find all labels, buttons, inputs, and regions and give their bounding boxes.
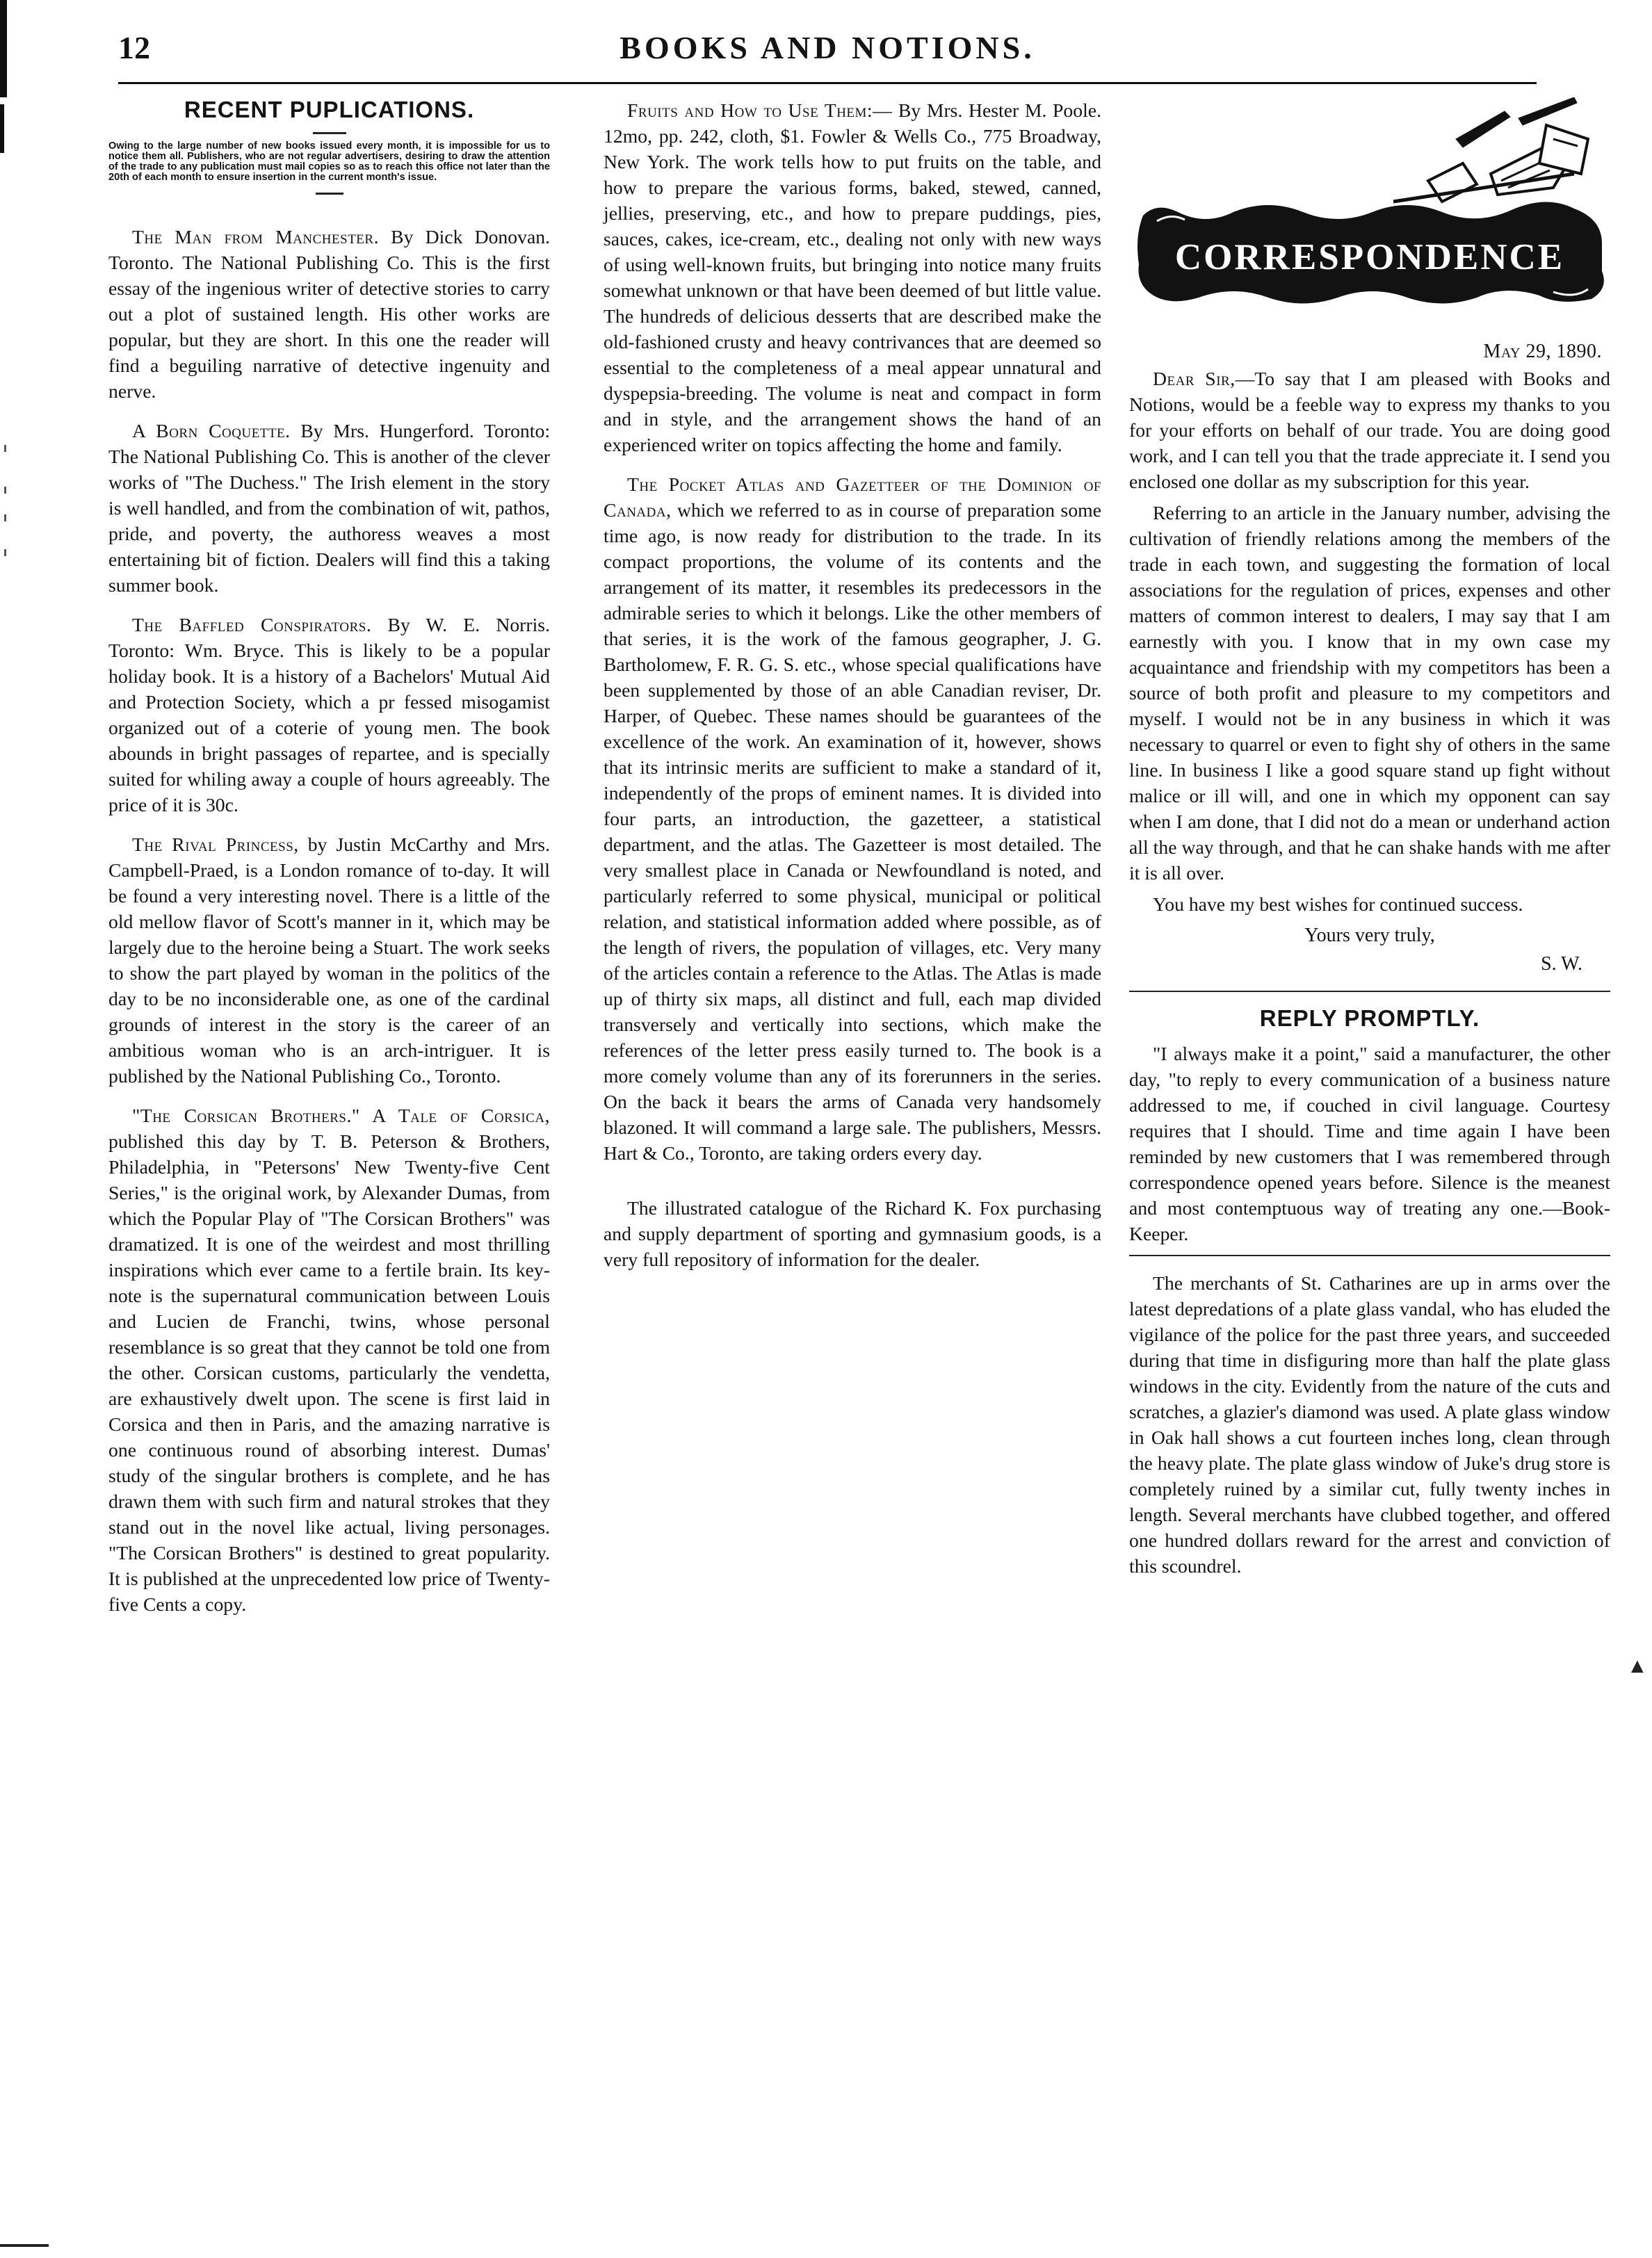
publishers-notice: Owing to the large number of new books issued every month, it is impossible for us to notice them all. Publishers, who are not regular advertisers, desiring to draw the attention of the trade to any publication must mail copies so as to reach this office not later than the 20th of each month to ensure insertion in the current month's issue.	[108, 140, 550, 184]
reply-promptly-text: "I always make it a point," said a manufacturer, the other day, "to reply to every communication of a business nature addressed to me, if couched in civil language. Courtesy requires that I should. Time and time again I have been reminded by new customers that I was remembered through correspondence opened years before. Silence is the meanest and most contemptuous way of treating any one.—Book-Keeper.	[1129, 1043, 1610, 1245]
reply-promptly-title: REPLY PROMPTLY.	[1259, 1005, 1480, 1031]
review-title: Fruits and How to Use Them:—	[627, 99, 893, 121]
catalogue-note: The illustrated catalogue of the Richard K. Fox purchasing and supply department of sporting and gymnasium goods, is a very full repository of information for the dealer.	[604, 1197, 1101, 1270]
binding-edge-mark	[0, 104, 4, 153]
review-title: The Pocket Atlas and Gazetteer of the Dominion of Canada,	[604, 473, 1101, 521]
letter-closing: Yours very truly,	[1304, 925, 1435, 946]
review-corsican-brothers	[108, 1103, 550, 1617]
review-man-from-manchester	[108, 224, 550, 404]
review-title: The Man from Manchester.	[132, 226, 380, 248]
review-baffled-conspirators	[108, 612, 550, 818]
review-text: published this day by T. B. Peterson & Brothers, Philadelphia, in "Petersons' New Twenty-five Cent Series," is the original work, by Alexander Dumas, from which the Popular Play of "The Corsican Brothers" was dramatized. It is one of the weirdest and most thrilling inspirations which ever came to a fertile brain. Its key-note is the supernatural communication between Louis and Lucien de Franchi, twins, whose personal resemblance is so great that they cannot be told one from the other. Corsican customs, particularly the vendetta, are exhaustively dwelt upon. The scene is first laid in Corsica and then in Paris, and the amazing narrative is one continuous round of absorbing interest. Dumas' study of the singular brothers is complete, and he has drawn them with such firm and natural strokes that they stand out in the novel like actual, living personages. "The Corsican Brothers" is destined to great popularity. It is published at the unprecedented low price of Twenty-five Cents a copy.	[108, 1130, 550, 1616]
review-text: by Justin McCarthy and Mrs. Campbell-Praed, is a London romance of to-day. It will be found a very interesting novel. There is a little of the old mellow flavor of Scott's manner in it, which may be largely due to the heroine being a Stuart. The work seeks to show the part played by woman in the politics of the day to be no inconsiderable one, as one of the cardinal grounds of interest in the story is the career of an ambitious woman who is an arch-intriguer. It is published by the National Publishing Co., Toronto.	[108, 834, 550, 1087]
column-left	[108, 97, 550, 1623]
letter-paragraph-2: Referring to an article in the January number, advising the cultivation of friendly relations among the members of the trade in each town, and suggesting the formation of local associations for the regulation of prices, expenses and other matters of common interest to dealers, I may say that I am earnestly with you. I know that in my own case my acquaintance and friendship with my competitors has been a source of both profit and pleasure to my competitors and myself. I would not be in any business in which it was necessary to quarrel or even to fight shy of others in the same line. In business I like a good square stand up fight without malice or ill will, and one in which my opponent can say when I am done, that I did not do a mean or underhand action all the way through, and that he can shake hands with me after it is all over.	[1129, 502, 1610, 884]
recent-publications-title: RECENT PUPLICATIONS.	[184, 97, 475, 122]
review-rival-princess	[108, 831, 550, 1089]
column-right	[1129, 97, 1610, 1584]
letter-date: May 29, 1890.	[1483, 341, 1602, 362]
letter-signature: S. W.	[1541, 953, 1582, 975]
review-pocket-atlas	[604, 471, 1101, 1166]
column-middle	[604, 97, 1101, 1278]
review-text: which we referred to as in course of preparation some time ago, is now ready for distribution to the trade. In its compact proportions, the volume of its contents and the arrangement of its matter, it resembles its predecessors in the admirable series to which it belongs. Like the other members of that series, it is the work of the famous geographer, J. G. Bartholomew, F. R. G. S. etc., whose special qualifications have been supplemented by those of an able Canadian reviser, Dr. Harper, of Quebec. These names should be guarantees of the excellence of the work. An examination of it, however, shows that its intrinsic merits are sufficient to make a standard of it, independently of the props of eminent names. It is divided into four parts, an introduction, the gazetteer, a statistical department, and the atlas. The Gazetteer is most detailed. The very smallest place in Canada or Newfoundland is noted, and particularly referred to some physical, municipal or political relation, and statistical information added where possible, as of the length of rivers, the population of villages, etc. Very many of the articles contain a reference to the Atlas. The Atlas is made up of thirty six maps, all distinct and full, each map divided transversely and vertically into sections, which make the references of the letter press easily turned to. The book is a more comely volume than any of its forerunners in the series. On the back it bears the arms of Canada very handsomely blazoned. It will command a large sale. The publishers, Messrs. Hart & Co., Toronto, are taking orders every day.	[604, 499, 1101, 1164]
binding-edge-mark	[4, 549, 6, 556]
review-title: The Baffled Conspirators.	[132, 614, 372, 636]
correspondence-banner-text: CORRESPONDENCE	[1174, 237, 1565, 277]
journal-title: BOOKS AND NOTIONS.	[620, 30, 1035, 65]
review-title: "The Corsican Brothers." A Tale of Corsica,	[132, 1105, 550, 1127]
binding-edge-mark	[4, 445, 6, 452]
quill-and-letters-icon	[1393, 97, 1588, 202]
page-number: 12	[118, 30, 150, 65]
binding-edge-mark	[4, 514, 6, 521]
letter-salutation: Dear Sir,	[1153, 368, 1236, 389]
letter-paragraph-1	[1129, 366, 1610, 494]
correspondence-banner-art	[1129, 97, 1610, 334]
review-fruits	[604, 97, 1101, 457]
margin-mark: ▲	[1627, 1655, 1648, 1678]
section-rule	[1129, 991, 1610, 992]
review-text: By Dick Donovan. Toronto. The National Publishing Co. This is the first essay of the ingenious writer of detective stories to carry out a plot of sustained length. His other works are popular, but they are short. In this one the reader will find a beguiling narrative of detective ingenuity and nerve.	[108, 226, 550, 403]
review-text: By W. E. Norris. Toronto: Wm. Bryce. This is likely to be a popular holiday book. It is a history of a Bachelors' Mutual Aid and Protection Society, which a pr fessed misogamist organized out of a coterie of young men. The book abounds in bright passages of repartee, and is specially suited for whiling away a couple of hours agreeably. The price of it is 30c.	[108, 614, 551, 816]
running-head	[118, 26, 1537, 75]
header-rule	[118, 82, 1537, 84]
bottom-edge-mark	[0, 2244, 49, 2247]
st-catharines-text: The merchants of St. Catharines are up in arms over the latest depredations of a plate glass vandal, who has eluded the vigilance of the police for the past three years, and succeeded during that time in disfiguring more than half the plate glass windows in the city. Evidently from the nature of the cuts and scratches, a glazier's diamond was used. A plate glass window in Oak hall shows a cut fourteen inches long, clean through the heavy plate. The plate glass window of Juke's drug store is completely ruined by a similar cut, fully twenty inches in length. Several merchants have clubbed together, and offered one hundred dollars reward for the arrest and conviction of this scoundrel.	[1129, 1272, 1610, 1577]
letter-paragraph-3: You have my best wishes for continued success.	[1153, 893, 1523, 915]
review-text: By Mrs. Hungerford. Toronto: The National Publishing Co. This is another of the clever works of "The Duchess." The Irish element in the story is well handled, and from the combination of wit, pathos, pride, and poverty, the authoress weaves a most entertaining bit of fiction. Dealers will find this a taking summer book.	[108, 420, 551, 596]
binding-edge-mark	[4, 487, 6, 494]
review-title: A Born Coquette.	[132, 420, 291, 442]
title-rule	[313, 132, 346, 134]
review-title: The Rival Princess,	[132, 834, 299, 856]
review-text: By Mrs. Hester M. Poole. 12mo, pp. 242, cloth, $1. Fowler & Wells Co., 775 Broadway, New York. The work tells how to put fruits on the table, and how to prepare the various forms, baked, stewed, canned, jellies, preserving, etc., and how to prepare puddings, pies, sauces, cakes, ice-cream, etc., dealing not only with new ways of using well-known fruits, but bringing into notice many fruits somewhat unknown or that have been deemed of but little value. The hundreds of delicious desserts that are described make the old-fashioned crusty and heavy contrivances that are deemed so essential to the completeness of a meal appear unnatural and dyspepsia-breeding. The volume is neat and compact in form and in style, and the arrangement shows the hand of an experienced writer on topics affecting the home and family.	[604, 99, 1101, 455]
section-rule	[1129, 1255, 1610, 1256]
correspondence-banner	[1129, 97, 1610, 334]
letter-text: —To say that I am pleased with Books and Notions, would be a feeble way to express my thanks to you for your efforts on behalf of our trade. You are doing good work, and I can tell you that the trade appreciate it. I send you enclosed one dollar as my subscription for this year.	[1129, 368, 1610, 492]
column-rule	[790, 1180, 915, 1181]
binding-edge-mark	[0, 0, 7, 97]
notice-rule	[316, 193, 343, 195]
review-born-coquette	[108, 418, 550, 598]
